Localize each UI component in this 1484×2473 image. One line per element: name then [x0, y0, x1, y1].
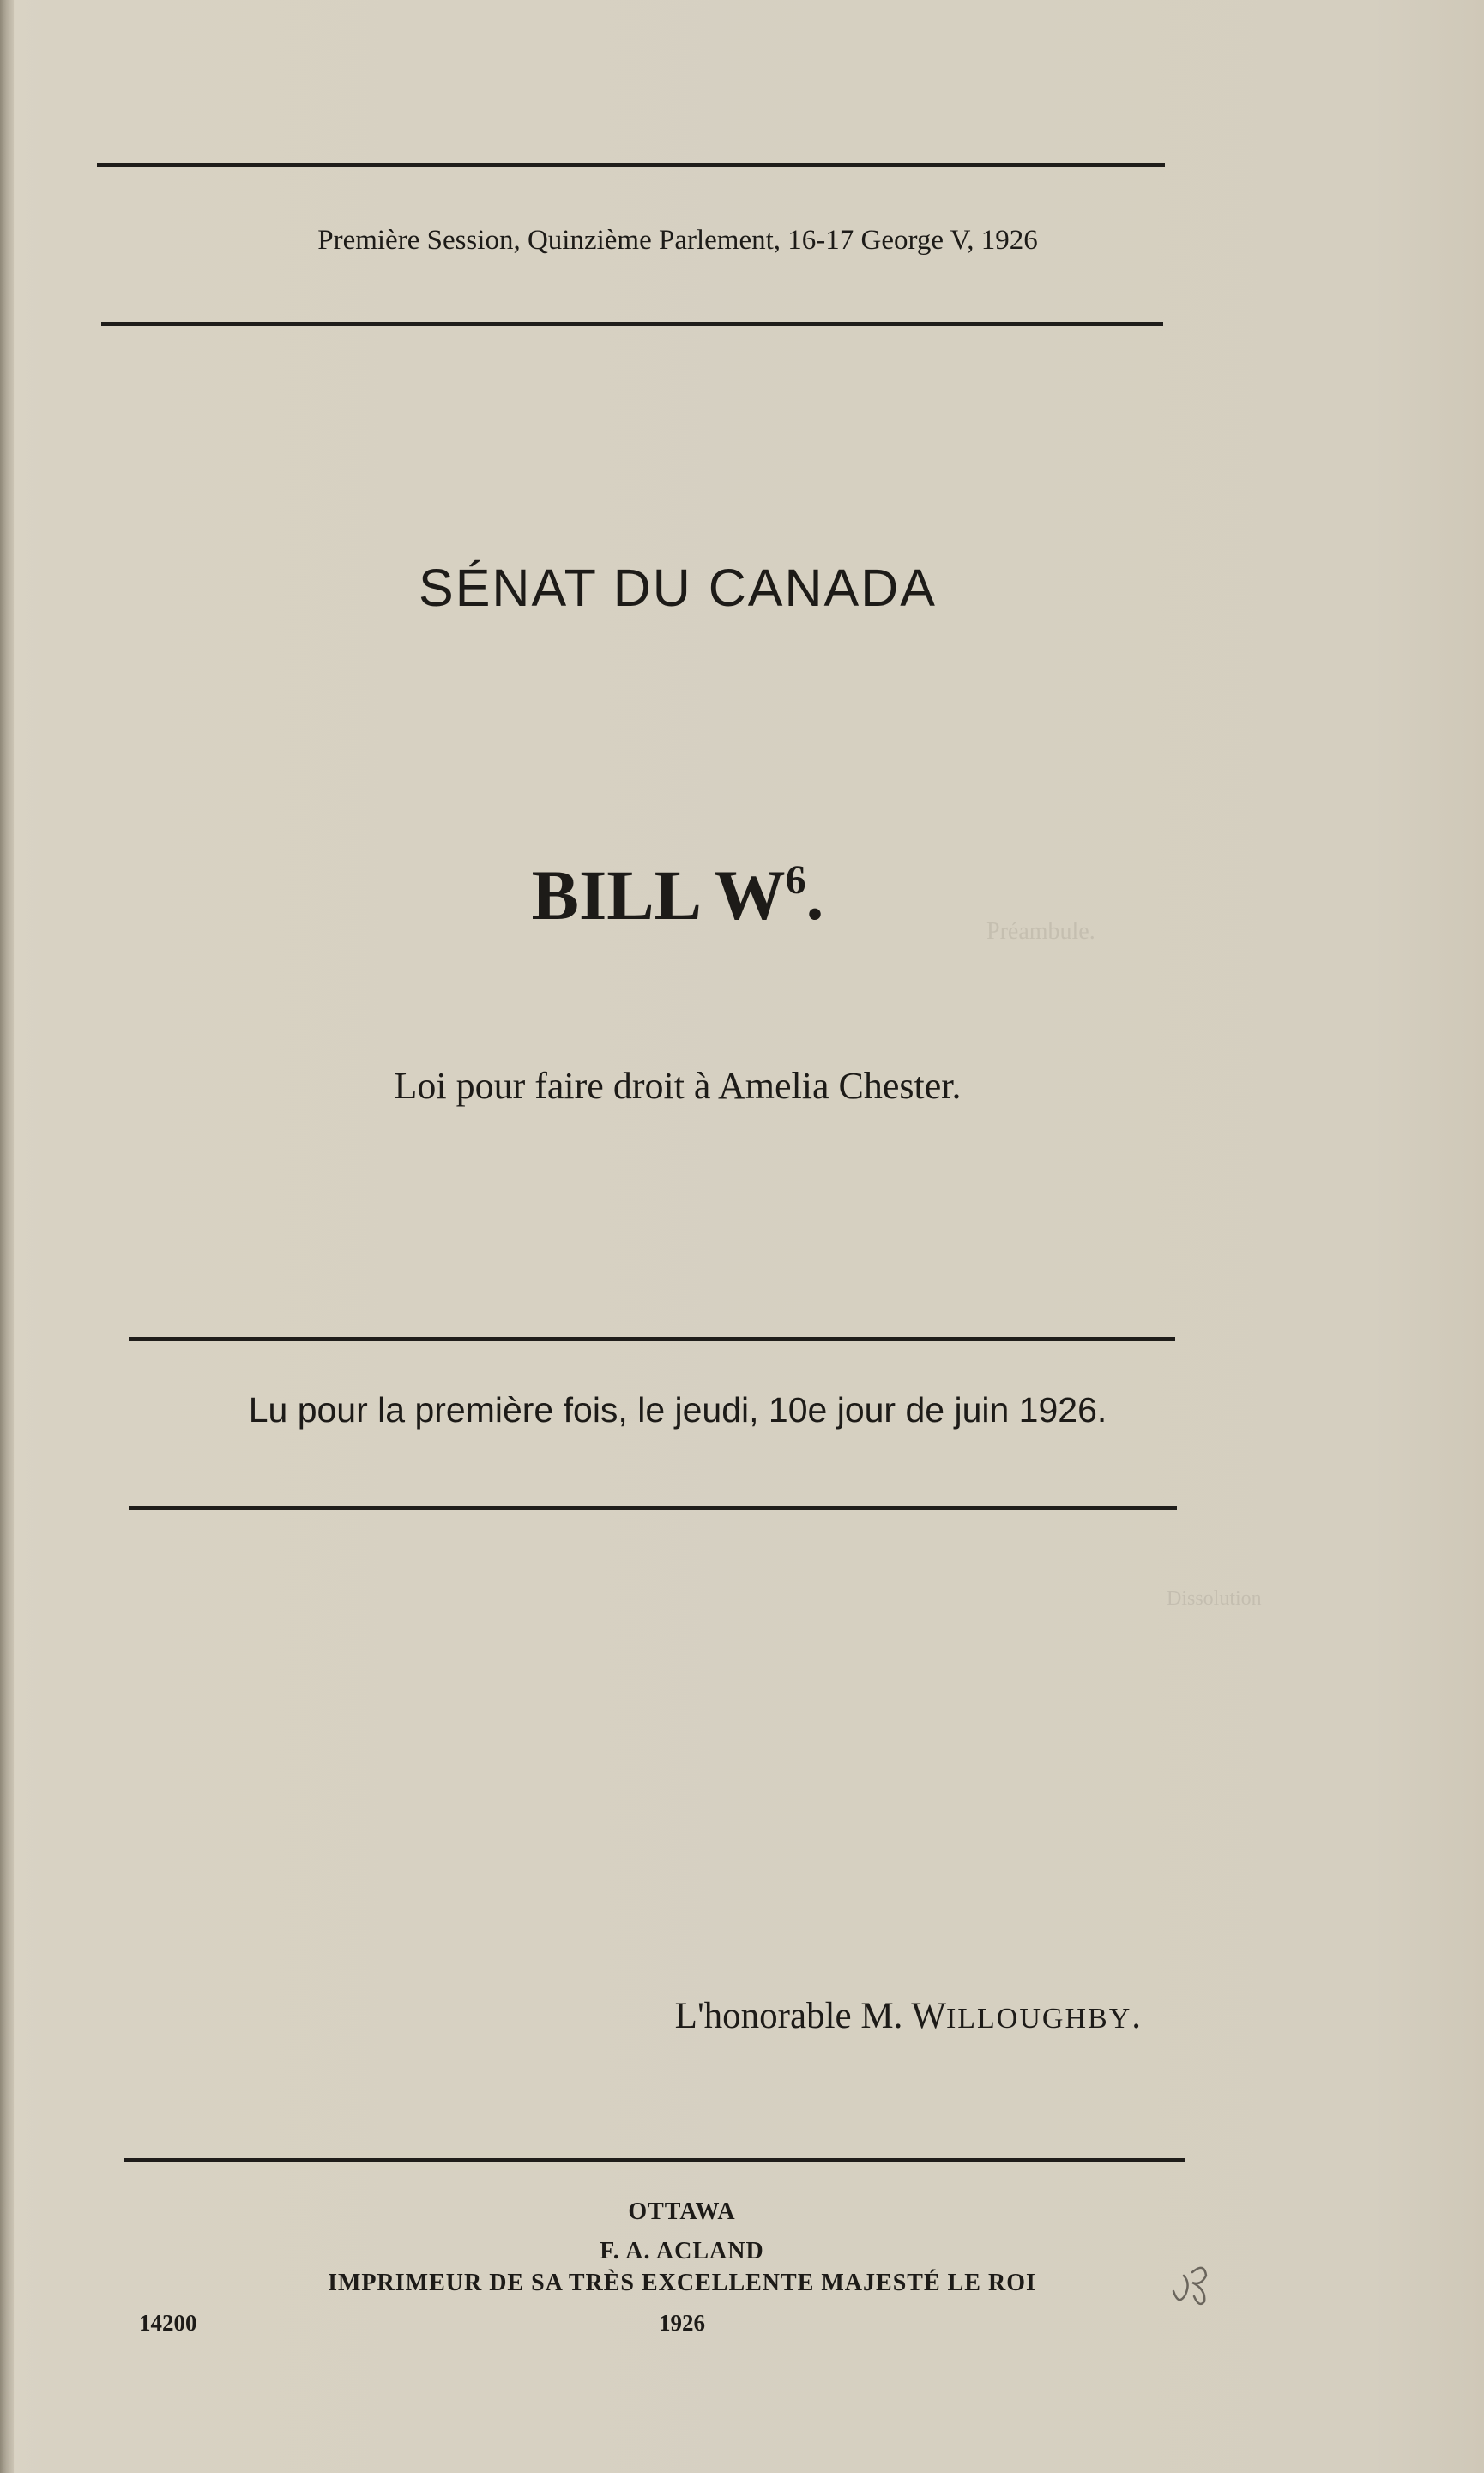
handwritten-pencil-mark	[1167, 2257, 1235, 2325]
sponsor-prefix: L'honorable M.	[674, 1996, 912, 2036]
sponsor-line	[675, 1995, 1141, 2037]
show-through-ghost: Dissolution	[1167, 1587, 1262, 1610]
bill-number	[94, 854, 1261, 936]
senate-title: SÉNAT DU CANADA	[419, 559, 937, 617]
imprint-printer-title: IMPRIMEUR DE SA TRÈS EXCELLENTE MAJESTÉ LE ROI	[328, 2270, 1036, 2296]
bill-number-suffix: .	[805, 856, 824, 934]
imprint-printer: F. A. ACLAND	[600, 2238, 764, 2264]
bill-number-superscript: 6	[785, 857, 806, 903]
bill-subject: Loi pour faire droit à Amelia Chester.	[394, 1065, 962, 1107]
top-rule	[97, 163, 1165, 167]
sponsor-name-initial: W	[911, 1996, 946, 2036]
first-reading-note: Lu pour la première fois, le jeudi, 10e jour de juin 1926.	[248, 1390, 1107, 1430]
print-number: 14200	[139, 2310, 197, 2336]
page-binding-edge	[0, 0, 14, 2473]
bill-number-text: BILL W	[531, 856, 786, 934]
sponsor-name-rest: ILLOUGHBY	[945, 2003, 1132, 2035]
imprint-city: OTTAWA	[628, 2198, 736, 2225]
reading-top-rule	[129, 1337, 1175, 1341]
imprint-rule	[124, 2158, 1185, 2162]
session-header: Première Session, Quinzième Parlement, 16-17 George V, 1926	[317, 225, 1038, 256]
reading-bottom-rule	[129, 1506, 1177, 1510]
show-through-ghost: Préambule.	[986, 918, 1095, 945]
sponsor-suffix: .	[1131, 1996, 1141, 2036]
session-rule	[101, 322, 1163, 326]
imprint-year: 1926	[659, 2310, 705, 2336]
